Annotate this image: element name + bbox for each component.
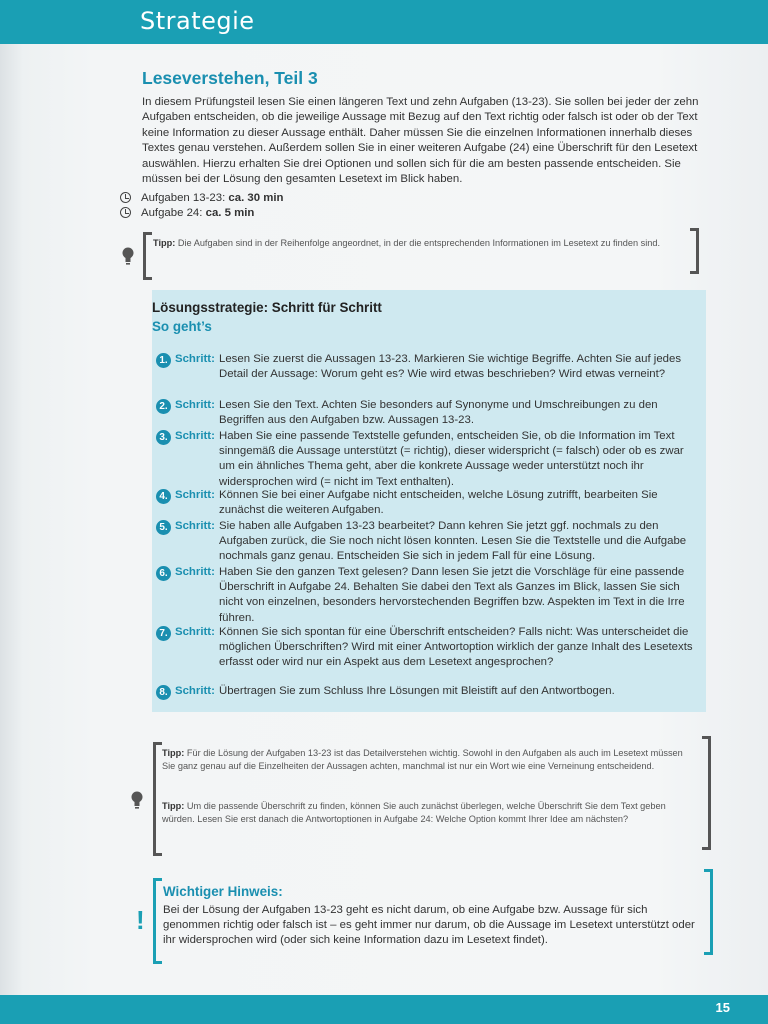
strategy-box [152, 290, 706, 712]
footer-bar [0, 995, 768, 1024]
lightbulb-icon [121, 246, 135, 266]
step-text: Lesen Sie zuerst die Aussagen 13-23. Markieren Sie wichtige Begriffe. Achten Sie auf jedes Detail der Aussage: Worum geht es? Wie wird etwas beschrieben? Wird etwas verneint? [219, 353, 682, 381]
tip-note [162, 800, 698, 825]
step-number: 7. [156, 626, 171, 641]
tip-label: Tipp: [162, 748, 185, 758]
step-label: Schritt: [175, 430, 215, 442]
step-6 [156, 565, 696, 626]
step-label: Schritt: [175, 520, 215, 532]
step-text: Sie haben alle Aufgaben 13-23 bearbeitet? Dann kehren Sie jetzt ggf. nochmals zu den Aufgaben zurück, die Sie noch nicht lösen konnten. Lesen Sie die Textstelle und die Aufgabe nochmals ganz genau. Entscheiden Sie sich in jedem Fall für eine Lösung. [219, 520, 687, 563]
step-label: Schritt: [175, 399, 215, 411]
header-bar [0, 0, 768, 44]
tip-text: Die Aufgaben sind in der Reihenfolge angeordnet, in der die entsprechenden Informationen im Lesetext zu finden sind. [177, 238, 661, 248]
time-value: ca. 5 min [205, 207, 255, 219]
tip-note [153, 237, 683, 250]
time-value: ca. 30 min [228, 192, 284, 204]
step-text: Haben Sie den ganzen Text gelesen? Dann lesen Sie jetzt die Vorschläge für eine passende Überschrift in Aufgabe 24. Behalten Sie dabei den Text als Ganzes im Blick, lassen Sie sich nicht von einzelnen, besonders hervorstechenden Begriffen bzw. Aspekten im Text in die Irre führen. [219, 566, 685, 624]
step-label: Schritt: [175, 566, 215, 578]
tip-label: Tipp: [153, 238, 176, 248]
tip-label: Tipp: [162, 801, 185, 811]
time-label: Aufgaben 13-23: [141, 192, 226, 204]
step-3 [156, 429, 696, 490]
tip-bracket-right [690, 228, 699, 274]
time-row-2 [120, 205, 254, 219]
step-1 [156, 352, 696, 382]
step-label: Schritt: [175, 353, 215, 365]
time-label: Aufgabe 24: [141, 207, 203, 219]
step-label: Schritt: [175, 626, 215, 638]
exclamation-icon: ! [136, 905, 145, 935]
clock-icon [120, 207, 131, 218]
intro-paragraph: In diesem Prüfungsteil lesen Sie einen längeren Text und zehn Aufgaben (13-23). Sie sollen bei jeder der zehn Aufgaben entscheiden, ob die jeweilige Aussage mit Bezug auf den Text richtig oder falsch ist oder ob der Text keine Information zu dieser Aussage enthält. Daher müssen Sie die einzelnen Informationen innerhalb dieses Textes genau verstehen. Außerdem sollen Sie in einer weiteren Aufgabe (24) eine Überschrift für den Lesetext auswählen. Hierzu erhalten Sie drei Optionen und sollen sich für die am besten passende entscheiden. Sie müssen bei der Lösung den gesamten Lesetext im Blick haben. [142, 96, 699, 186]
step-number: 6. [156, 566, 171, 581]
note-text: Bei der Lösung der Aufgaben 13-23 geht es nicht darum, ob eine Aufgabe bzw. Aussage für sich genommen richtig oder falsch ist – es geht immer nur darum, ob die Aussage im Lesetext unterstützt oder ihr widersprochen wird (oder sich keine Information dazu im Lesetext findet). [163, 904, 695, 947]
step-2 [156, 398, 696, 428]
step-4 [156, 488, 696, 518]
step-label: Schritt: [175, 685, 215, 697]
step-number: 4. [156, 489, 171, 504]
tip-bracket-left [153, 742, 162, 856]
step-number: 3. [156, 430, 171, 445]
time-row-1 [120, 190, 284, 204]
step-8 [156, 684, 696, 699]
step-text: Übertragen Sie zum Schluss Ihre Lösungen mit Bleistift auf den Antwortbogen. [219, 685, 615, 697]
step-5 [156, 519, 696, 565]
note-bracket-left [153, 878, 162, 964]
strategy-title: Lösungsstrategie: Schritt für Schritt [152, 300, 382, 315]
clock-icon [120, 192, 131, 203]
lightbulb-icon [130, 790, 144, 810]
tip-text: Um die passende Überschrift zu finden, können Sie auch zunächst überlegen, welche Überschrift Sie dem Text geben würden. Lesen Sie erst danach die Antwortoptionen in Aufgabe 24: Welche Option kommt Ihrer Idee am nächsten? [162, 801, 666, 824]
step-text: Lesen Sie den Text. Achten Sie besonders auf Synonyme und Umschreibungen zu den Begriffen aus den Aufgaben bzw. Aussagen 13-23. [219, 399, 658, 427]
step-number: 2. [156, 399, 171, 414]
step-label: Schritt: [175, 489, 215, 501]
tip-bracket-left [143, 232, 152, 280]
tip-note [162, 747, 698, 772]
step-text: Können Sie bei einer Aufgabe nicht entscheiden, welche Lösung zutrifft, bearbeiten Sie zunächst die weiteren Aufgaben. [219, 489, 658, 517]
note-title: Wichtiger Hinweis: [163, 884, 283, 899]
section-title: Leseverstehen, Teil 3 [142, 68, 318, 88]
step-text: Haben Sie eine passende Textstelle gefunden, entscheiden Sie, ob die Information im Text sinngemäß die Aussage unterstützt (= richtig), dieser widerspricht (= falsch) oder ob es zwar um ein ähnliches Thema geht, aber die konkrete Aussage weder unterstützt noch ihr widersprochen wird (= nicht im Text enthalten). [219, 430, 684, 488]
strategy-subtitle: So geht’s [152, 319, 212, 334]
note-bracket-right [704, 869, 713, 955]
step-number: 8. [156, 685, 171, 700]
step-7 [156, 625, 696, 671]
tip-text: Für die Lösung der Aufgaben 13-23 ist das Detailverstehen wichtig. Sowohl in den Aufgaben als auch im Lesetext müssen Sie ganz genau auf die Einzelheiten der Aussagen achten, manchmal ist nur ein Wort wie eine Verneinung entscheidend. [162, 748, 683, 771]
step-number: 1. [156, 353, 171, 368]
step-text: Können Sie sich spontan für eine Überschrift entscheiden? Falls nicht: Was unterscheidet die möglichen Überschriften? Wird mit einer Antwortoption wirklich der ganze Inhalt des Lesetexts erfasst oder wird nur ein Aspekt aus dem Lesetext angesprochen? [219, 626, 693, 669]
page-number: 15 [715, 1000, 730, 1015]
tip-bracket-right [702, 736, 711, 850]
step-number: 5. [156, 520, 171, 535]
chapter-title: Strategie [140, 7, 255, 35]
